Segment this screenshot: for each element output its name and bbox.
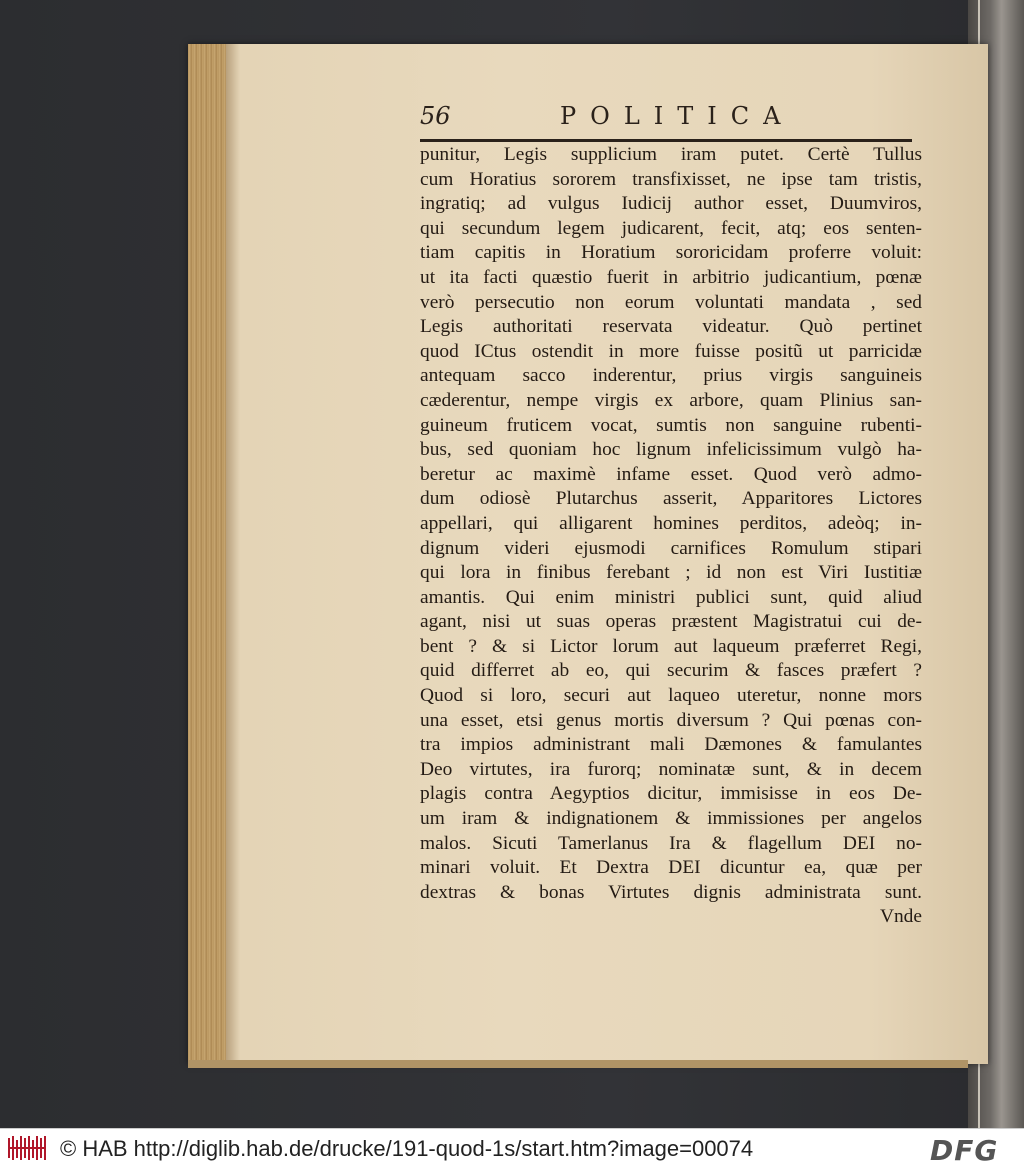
text-line: ut ita facti quæstio fuerit in arbitrio judicantium, pœnæ xyxy=(420,266,922,288)
page-bottom-edge xyxy=(188,1060,968,1068)
catchword: Vnde xyxy=(879,906,922,928)
footer-bar xyxy=(0,1128,1024,1167)
page-number: 56 xyxy=(420,102,451,130)
text-line: amantis. Qui enim ministri publici sunt, quid aliud xyxy=(420,586,922,608)
text-line: ingratiq; ad vulgus Iudicij author esset, Duumviros, xyxy=(420,193,922,215)
text-line: verò persecutio non eorum voluntati mandata , sed xyxy=(420,291,922,313)
text-line: quid differret ab eo, qui securim & fasces præfert ? xyxy=(420,660,922,682)
page-edge-shadow xyxy=(226,44,240,1064)
header-rule xyxy=(420,139,912,142)
text-line: tra impios administrant mali Dæmones & famulantes xyxy=(420,734,922,756)
text-line: punitur, Legis supplicium iram putet. Certè Tullus xyxy=(420,144,922,165)
copyright-link[interactable]: © HAB http://diglib.hab.de/drucke/191-quod-1s/start.htm?image=00074 xyxy=(60,1136,754,1161)
text-line: Deo virtutes, ira furorq; nominatæ sunt, & in decem xyxy=(420,758,922,780)
text-line: dum odiosè Plutarchus asserit, Apparitores Lictores xyxy=(420,488,922,510)
text-line: Quod si loro, securi aut laqueo uteretur, nonne mors xyxy=(420,685,922,707)
hab-logo-icon xyxy=(6,1134,48,1162)
text-line: antequam sacco inderentur, prius virgis sanguineis xyxy=(420,365,922,387)
text-line: qui secundum legem judicarent, fecit, atq; eos senten- xyxy=(420,217,922,239)
text-line: plagis contra Aegyptios dicitur, immisisse in eos De- xyxy=(420,783,922,805)
text-line: tiam capitis in Horatium sororicidam proferre voluit: xyxy=(420,242,922,264)
text-line: malos. Sicuti Tamerlanus Ira & flagellum DEI no- xyxy=(420,832,922,854)
running-head: POLITICA xyxy=(560,102,795,130)
text-line: minari voluit. Et Dextra DEI dicuntur ea, quæ per xyxy=(420,857,922,879)
text-line: cum Horatius sororem transfixisset, ne ipse tam tristis, xyxy=(420,168,922,190)
text-line: quod ICtus ostendit in more fuisse positũ ut parricidæ xyxy=(420,340,922,362)
page-fore-edge xyxy=(188,44,226,1064)
body-text xyxy=(420,143,922,930)
text-line: bus, sed quoniam hoc lignum infelicissimum vulgò ha- xyxy=(420,439,922,461)
text-line: guineum fruticem vocat, sumtis non sanguine rubenti- xyxy=(420,414,922,436)
text-line: dextras & bonas Virtutes dignis administrata sunt. xyxy=(420,881,922,903)
text-line: appellari, qui alligarent homines perditos, adeòq; in- xyxy=(420,512,922,534)
text-line: beretur ac maximè infame esset. Quod verò admo- xyxy=(420,463,922,485)
text-line: bent ? & si Lictor lorum aut laqueum præferret Regi, xyxy=(420,635,922,657)
dfg-logo-icon: DFG xyxy=(930,1134,999,1167)
text-line: Legis authoritati reservata videatur. Quò pertinet xyxy=(420,316,922,338)
text-line: um iram & indignationem & immissiones per angelos xyxy=(420,808,922,830)
text-line: agant, nisi ut suas operas præstent Magistratui cui de- xyxy=(420,611,922,633)
text-line: dignum videri ejusmodi carnifices Romulum stipari xyxy=(420,537,922,559)
text-line: qui lora in finibus ferebant ; id non est Viri Iustitiæ xyxy=(420,562,922,584)
text-line: cæderentur, nempe virgis ex arbore, quam Plinius san- xyxy=(420,389,922,411)
text-line: una esset, etsi genus mortis diversum ? Qui pœnas con- xyxy=(420,709,922,731)
